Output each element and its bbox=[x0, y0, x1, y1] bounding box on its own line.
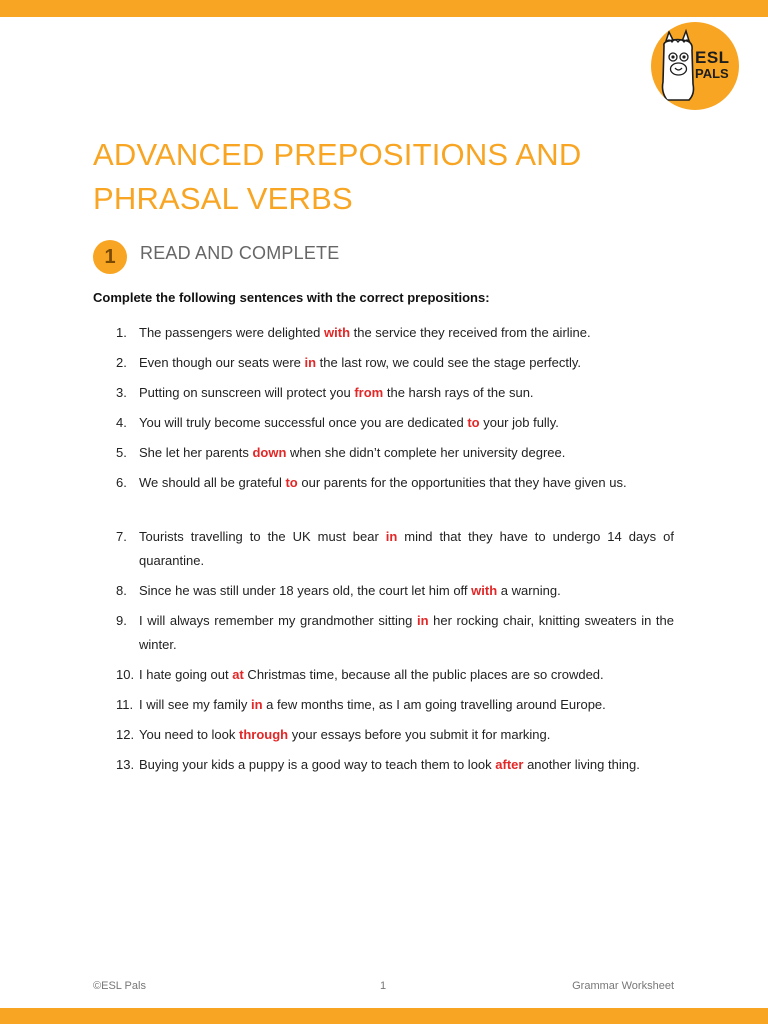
item-answer: with bbox=[471, 583, 498, 598]
item-text-after: your job fully. bbox=[479, 415, 559, 430]
list-item bbox=[116, 693, 674, 717]
item-answer: with bbox=[324, 325, 351, 340]
item-text-after: a few months time, as I am going travelling around Europe. bbox=[262, 697, 606, 712]
item-text-before: I will always remember my grandmother sitting bbox=[139, 613, 417, 628]
logo-line-2: PALS bbox=[695, 66, 729, 81]
list-item bbox=[116, 441, 674, 465]
item-number: 12. bbox=[116, 727, 135, 742]
item-text-before: Buying your kids a puppy is a good way to teach them to look bbox=[139, 757, 496, 772]
item-text bbox=[139, 525, 674, 573]
section-title: READ AND COMPLETE bbox=[140, 243, 340, 263]
item-text bbox=[139, 609, 674, 657]
item-answer: through bbox=[239, 727, 289, 742]
item-text-before: Since he was still under 18 years old, the court let him off bbox=[139, 583, 472, 598]
item-text-after: the service they received from the airline. bbox=[350, 325, 591, 340]
footer-copyright: ©ESL Pals bbox=[93, 980, 146, 992]
item-answer: in bbox=[385, 529, 398, 544]
item-text-before: Tourists travelling to the UK must bear bbox=[139, 529, 386, 544]
item-text bbox=[139, 381, 674, 405]
item-text bbox=[139, 441, 674, 465]
item-answer: down bbox=[252, 445, 287, 460]
item-number: 2. bbox=[116, 355, 127, 370]
item-number: 4. bbox=[116, 415, 127, 430]
instruction-text: Complete the following sentences with the correct prepositions: bbox=[93, 290, 490, 305]
item-text bbox=[139, 351, 674, 375]
item-text-after: another living thing. bbox=[523, 757, 640, 772]
bottom-accent-bar bbox=[0, 1008, 768, 1024]
item-text-before: I will see my family bbox=[139, 697, 251, 712]
item-number: 1. bbox=[116, 325, 127, 340]
item-number: 10. bbox=[116, 667, 135, 682]
item-answer: at bbox=[232, 667, 244, 682]
list-item bbox=[116, 411, 674, 435]
item-answer: in bbox=[416, 613, 429, 628]
item-text bbox=[139, 723, 674, 747]
item-text-after: mind that they have to undergo 14 days of quarantine. bbox=[139, 529, 674, 568]
page-title bbox=[93, 133, 693, 221]
list-item bbox=[116, 381, 674, 405]
logo-wordmark bbox=[695, 49, 730, 80]
page-title-line-2: PHRASAL VERBS bbox=[93, 181, 353, 216]
item-text bbox=[139, 753, 674, 777]
item-text-after: your essays before you submit it for marking. bbox=[288, 727, 551, 742]
item-answer: after bbox=[495, 757, 524, 772]
item-text-after: Christmas time, because all the public places are so crowded. bbox=[243, 667, 604, 682]
list-item bbox=[116, 321, 674, 345]
item-text-before: The passengers were delighted bbox=[139, 325, 325, 340]
item-text bbox=[139, 471, 674, 495]
item-number: 5. bbox=[116, 445, 127, 460]
item-number: 9. bbox=[116, 613, 127, 628]
item-text-before: I hate going out bbox=[139, 667, 233, 682]
item-text-after: the harsh rays of the sun. bbox=[383, 385, 534, 400]
logo-line-1: ESL bbox=[695, 48, 730, 67]
item-text-after: a warning. bbox=[497, 583, 561, 598]
item-number: 13. bbox=[116, 757, 135, 772]
item-answer: to bbox=[467, 415, 480, 430]
footer-doc-type: Grammar Worksheet bbox=[572, 980, 674, 992]
top-accent-bar bbox=[0, 0, 768, 17]
item-text-before: Putting on sunscreen will protect you bbox=[139, 385, 355, 400]
footer-page-number: 1 bbox=[380, 980, 387, 992]
page-title-line-1: ADVANCED PREPOSITIONS AND bbox=[93, 137, 582, 172]
item-number: 3. bbox=[116, 385, 127, 400]
item-number: 8. bbox=[116, 583, 127, 598]
list-item bbox=[116, 471, 674, 495]
item-text-before: Even though our seats were bbox=[139, 355, 305, 370]
item-number: 11. bbox=[116, 697, 134, 712]
item-text-before: We should all be grateful bbox=[139, 475, 286, 490]
item-text-before: She let her parents bbox=[139, 445, 253, 460]
list-item bbox=[116, 663, 674, 687]
item-text bbox=[139, 663, 674, 687]
item-number: 6. bbox=[116, 475, 127, 490]
item-text bbox=[139, 693, 674, 717]
item-text-after: our parents for the opportunities that they have given us. bbox=[297, 475, 627, 490]
list-item bbox=[116, 753, 674, 777]
list-item bbox=[116, 579, 674, 603]
item-text bbox=[139, 411, 674, 435]
item-text bbox=[139, 321, 674, 345]
list-item bbox=[116, 525, 674, 573]
item-text-before: You will truly become successful once you are dedicated bbox=[139, 415, 468, 430]
item-answer: in bbox=[250, 697, 263, 712]
list-item bbox=[116, 609, 674, 657]
item-answer: from bbox=[354, 385, 384, 400]
item-text-after: the last row, we could see the stage perfectly. bbox=[316, 355, 582, 370]
list-item bbox=[116, 723, 674, 747]
item-text bbox=[139, 579, 674, 603]
item-text-before: You need to look bbox=[139, 727, 239, 742]
item-text-after: her rocking chair, knitting sweaters in the winter. bbox=[139, 613, 674, 652]
item-number: 7. bbox=[116, 529, 127, 544]
item-text-after: when she didn’t complete her university degree. bbox=[286, 445, 566, 460]
list-item bbox=[116, 351, 674, 375]
item-answer: in bbox=[304, 355, 317, 370]
item-answer: to bbox=[285, 475, 298, 490]
section-number-badge: 1 bbox=[93, 240, 127, 274]
esl-pals-logo bbox=[651, 22, 739, 110]
